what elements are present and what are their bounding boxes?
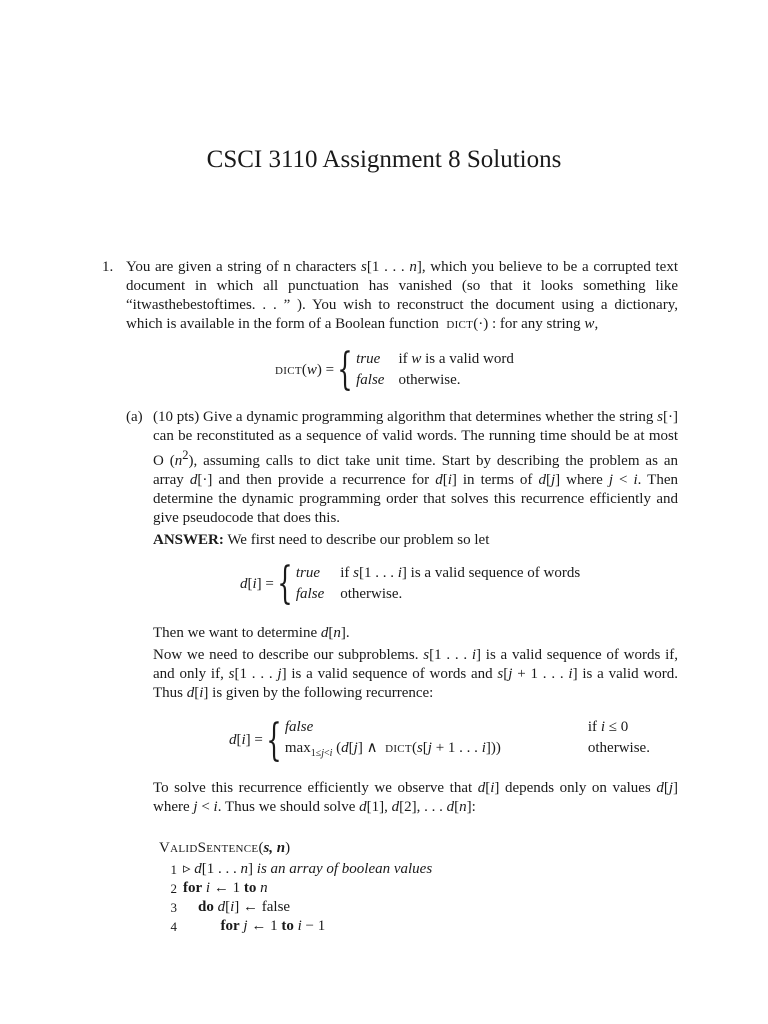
problem-number: 1.	[102, 259, 114, 275]
pseudocode-line	[159, 917, 432, 936]
case-row	[356, 370, 514, 391]
case-row	[285, 717, 654, 738]
line-number: 2	[170, 881, 177, 896]
equation-lhs: d[i] =	[240, 575, 274, 592]
answer-intro-text: We first need to describe our problem so let	[227, 532, 490, 548]
d-definition-equation	[240, 558, 581, 609]
line-text: ▹ d[1 . . . n] is an array of boolean values	[183, 861, 433, 877]
case-row	[296, 584, 580, 605]
part-a-text: (10 pts) Give a dynamic programming algorithm that determines whether the string s[·] can be reconstituted as a sequence of valid words. The running time should be at most O $(n^2)$, assuming calls to dict take unit time. Start by describing the problem as an array d[·] and then provide a recurrence for d[i] in terms of d[j] where j < i. Then determine the dynamic programming order that solves this recurrence efficiently and give pseudocode that does this.	[153, 409, 679, 526]
case-row	[296, 563, 580, 584]
case-condition: if s[1 . . . i] is a valid sequence of words	[340, 565, 581, 581]
pseudocode-line	[159, 879, 432, 898]
case-condition: otherwise.	[340, 586, 403, 602]
problem-text: You are given a string of n characters s[1 . . . n], which you believe to be a corrupted text document in which all punctuation has vanished (so that it looks something like “itwasthebestoftimes. . . ” ). You wish to reconstruct the document using a dictionary, which is available in the form of a Boolean function dict(·) : for any string w,	[126, 259, 678, 332]
line-text: for i ← 1 to n	[183, 880, 268, 896]
paragraph-order: To solve this recurrence efficiently we observe that d[i] depends only on values d[j] where j < i. Thus we should solve d[1], d[2], . . . d[n]:	[153, 780, 679, 815]
part-a	[126, 408, 678, 528]
line-number: 3	[170, 900, 177, 915]
pseudocode-header: ValidSentence ( s, n )	[159, 840, 291, 856]
line-number: 4	[170, 919, 177, 934]
case-row	[356, 349, 514, 370]
left-brace: {	[337, 344, 353, 395]
part-a-label: (a)	[126, 409, 143, 425]
case-condition: otherwise.	[587, 740, 650, 756]
case-condition: if i ≤ 0	[587, 719, 629, 735]
paragraph-subproblems: Now we need to describe our subproblems. s[1 . . . i] is a valid sequence of words if, and only if, s[1 . . . j] is a valid sequence of words and s[j + 1 . . . i] is a valid word. Thus d[i] is given by the following recurrence:	[153, 647, 679, 701]
pseudocode-line	[159, 860, 432, 879]
page-title: CSCI 3110 Assignment 8 Solutions	[206, 146, 562, 173]
recurrence-equation	[229, 714, 654, 766]
case-value: $\max_{1\le j<i} (d[j]$ ∧ dict(s[j + 1 . . . i]))	[284, 740, 501, 759]
pseudocode-line	[159, 898, 432, 917]
case-value: true	[356, 351, 381, 367]
answer-label: ANSWER:	[153, 532, 224, 548]
cases-table	[356, 349, 514, 391]
dict-definition-equation	[275, 344, 514, 395]
answer-intro	[153, 531, 678, 550]
left-brace: {	[266, 714, 282, 766]
case-value: false	[356, 372, 385, 388]
case-condition: otherwise.	[398, 372, 461, 388]
case-value: true	[295, 565, 321, 581]
case-value: false	[295, 586, 325, 602]
paragraph-target: Then we want to determine d[n].	[153, 625, 350, 641]
equation-lhs: d[i] =	[229, 732, 263, 748]
case-row	[285, 738, 654, 764]
case-condition: if w is a valid word	[398, 351, 514, 367]
cases-table	[296, 563, 580, 605]
case-value: false	[284, 719, 314, 735]
line-text: for j ← 1 to i − 1	[220, 918, 326, 934]
cases-table	[285, 717, 654, 764]
pseudocode-block	[159, 839, 432, 936]
problem-1	[104, 258, 678, 334]
line-number: 1	[170, 862, 177, 877]
equation-lhs: dict(w) =	[275, 361, 335, 378]
line-text: do d[i] ← false	[198, 899, 291, 915]
left-brace: {	[277, 558, 293, 609]
